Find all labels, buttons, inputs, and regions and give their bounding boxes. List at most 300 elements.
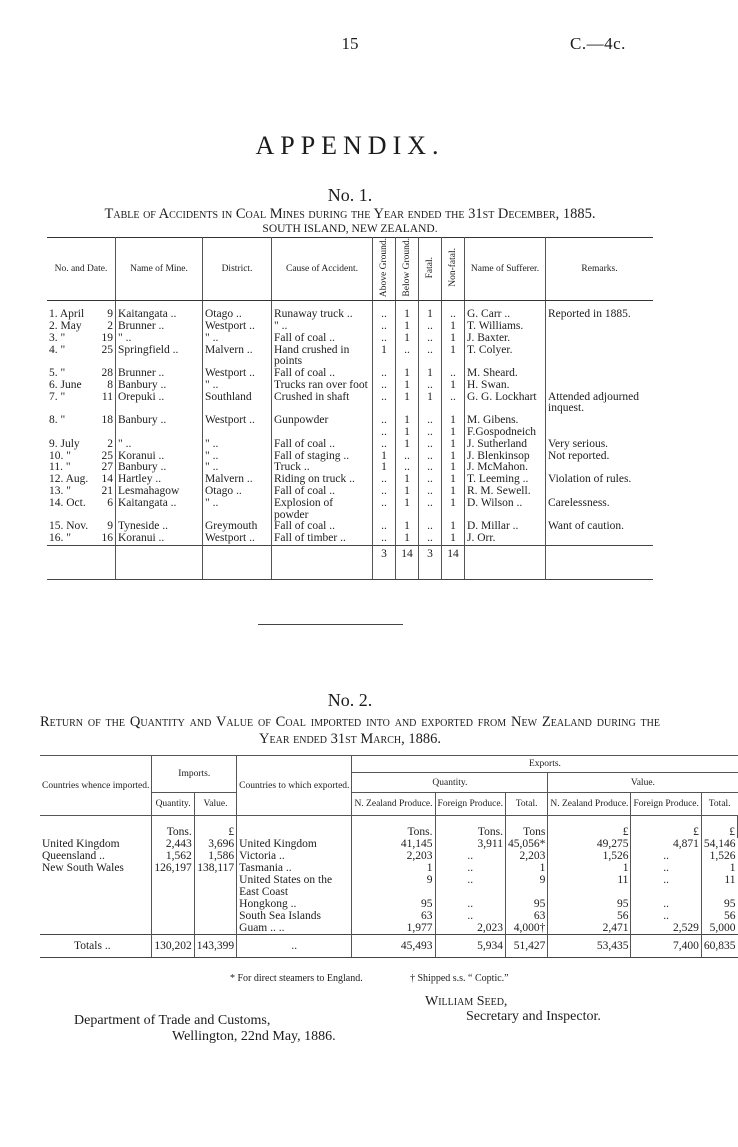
accident-mine: Brunner .. xyxy=(116,368,203,380)
accident-nonfatal: 1 xyxy=(442,345,465,369)
coal-trade-table xyxy=(40,755,738,958)
trade-row xyxy=(40,898,738,910)
accident-remarks xyxy=(546,345,654,369)
accident-cause: " .. xyxy=(272,321,373,333)
export-country: United Kingdom xyxy=(237,838,352,850)
accident-district: Westport .. xyxy=(203,415,272,427)
accident-cause: Fall of coal .. xyxy=(272,521,373,533)
import-country xyxy=(40,874,152,898)
appendix-title: APPENDIX. xyxy=(255,131,445,160)
accident-remarks: Reported in 1885. xyxy=(548,308,631,321)
accident-mine: Banbury .. xyxy=(116,462,203,474)
accident-no: 4. " xyxy=(49,343,66,356)
export-nzq: 63 xyxy=(352,910,435,922)
export-nzv: 11 xyxy=(548,874,631,898)
trade-row xyxy=(40,922,738,935)
accident-fatal: .. xyxy=(419,451,442,463)
export-tq: 45,056* xyxy=(505,838,547,850)
import-value: 3,696 xyxy=(194,838,236,850)
accident-district: Otago .. xyxy=(203,486,272,498)
import-value xyxy=(194,874,236,898)
import-country xyxy=(40,922,152,935)
export-nzv: 49,275 xyxy=(548,838,631,850)
accident-district: Westport .. xyxy=(203,368,272,380)
accident-nonfatal: 1 xyxy=(442,427,465,439)
trade-row xyxy=(40,838,738,850)
accident-remarks: Want of caution. xyxy=(548,520,625,533)
accident-mine: " .. xyxy=(116,439,203,451)
export-nzq: 2,203 xyxy=(352,850,435,862)
accident-no: 7. " xyxy=(49,390,66,403)
section2-caption-text: Return of the Quantity and Value of Coal imported into and exported from New Zealand during the Year ended 31st March, 1886. xyxy=(40,714,660,747)
col-foreign-val: Foreign Produce. xyxy=(631,793,701,816)
accident-below: 1 xyxy=(396,521,419,533)
export-country: South Sea Islands xyxy=(237,910,352,922)
export-tv: 54,146 xyxy=(703,838,736,850)
page-number: 15 xyxy=(341,34,359,53)
accident-nonfatal: 1 xyxy=(442,486,465,498)
export-fv: 2,529 xyxy=(631,922,701,935)
accident-sufferer: F.Gospodneich xyxy=(465,427,546,439)
accident-mine: Tyneside .. xyxy=(116,521,203,533)
accident-mine: Koranui .. xyxy=(116,451,203,463)
col-nz-val: N. Zealand Produce. xyxy=(548,793,631,816)
accident-sufferer: M. Gibens. xyxy=(465,415,546,427)
accident-district: Westport .. xyxy=(203,321,272,333)
accident-row xyxy=(47,345,653,369)
unit-tot_val: £ xyxy=(701,816,737,839)
section1-number: No. 1. xyxy=(327,185,373,205)
export-fq: .. xyxy=(435,862,505,874)
accident-nonfatal: 1 xyxy=(442,462,465,474)
accident-cause: Fall of coal .. xyxy=(272,333,373,345)
accident-day: 14 xyxy=(101,473,113,486)
col-district: District. xyxy=(203,238,272,301)
accident-district: " .. xyxy=(203,462,272,474)
signatory-name: William Seed, xyxy=(425,994,508,1009)
accident-above: .. xyxy=(373,333,396,345)
accident-below: .. xyxy=(396,462,419,474)
accident-sufferer: J. McMahon. xyxy=(465,462,546,474)
export-fv: 4,871 xyxy=(631,838,701,850)
accident-no: 14. Oct. xyxy=(49,496,86,509)
export-fv: .. xyxy=(631,898,701,910)
accident-cause: Fall of coal .. xyxy=(272,486,373,498)
accident-cause: Riding on truck .. xyxy=(272,474,373,486)
accident-no: 5. " xyxy=(49,367,66,380)
col-imp-value: Value. xyxy=(194,793,236,816)
accident-below: 1 xyxy=(396,498,419,522)
accident-above: .. xyxy=(373,474,396,486)
accident-district: " .. xyxy=(203,333,272,345)
accident-remarks: Not reported. xyxy=(548,449,610,462)
unit-tot_qty: Tons xyxy=(505,816,547,839)
unit-imp-qty: Tons. xyxy=(152,816,194,839)
footnote-coptic: † Shipped s.s. “ Coptic.” xyxy=(410,973,509,984)
accident-above: 1 xyxy=(373,462,396,474)
accident-district: Otago .. xyxy=(203,309,272,321)
section1-caption: Table of Accidents in Coal Mines during the Year ended the 31st December, 1885. xyxy=(104,206,596,222)
accident-sufferer: J. Orr. xyxy=(465,533,546,545)
export-fv: .. xyxy=(631,910,701,922)
accident-nonfatal: 1 xyxy=(442,333,465,345)
col-countries-whence: Countries whence imported. xyxy=(40,756,152,816)
col-exp-quantity: Quantity. xyxy=(352,773,548,793)
accident-remarks: Violation of rules. xyxy=(548,473,632,486)
col-countries-to: Countries to which exported. xyxy=(237,756,352,816)
accident-above: 1 xyxy=(373,451,396,463)
accident-nonfatal: .. xyxy=(442,392,465,416)
accident-district: Malvern .. xyxy=(203,345,272,369)
export-fv: .. xyxy=(631,874,701,898)
accident-below: 1 xyxy=(396,368,419,380)
accident-fatal: 1 xyxy=(419,368,442,380)
accident-fatal: .. xyxy=(419,462,442,474)
accidents-table xyxy=(47,237,653,580)
total-below: 14 xyxy=(396,546,419,561)
import-quantity xyxy=(152,874,194,898)
accident-nonfatal: .. xyxy=(442,368,465,380)
accident-row xyxy=(47,415,653,427)
accident-below: 1 xyxy=(396,427,419,439)
export-country: Victoria .. xyxy=(237,850,352,862)
accident-row xyxy=(47,439,653,451)
export-fq: .. xyxy=(435,898,505,910)
accident-day: 16 xyxy=(101,532,113,545)
import-country: Queensland .. xyxy=(40,850,152,862)
accident-nonfatal: 1 xyxy=(442,439,465,451)
import-quantity: 1,562 xyxy=(152,850,194,862)
accident-nonfatal: 1 xyxy=(442,380,465,392)
units-row xyxy=(40,816,738,839)
accident-mine: Koranui .. xyxy=(116,533,203,545)
export-tq: 1 xyxy=(505,862,547,874)
accident-mine: Banbury .. xyxy=(116,415,203,427)
export-country: United States on the East Coast xyxy=(237,874,352,898)
import-value: 138,117 xyxy=(194,862,236,874)
accident-remarks: Very serious. xyxy=(548,437,609,450)
accident-day: 2 xyxy=(107,319,113,332)
export-nzq: 1 xyxy=(352,862,435,874)
unit-for_val: £ xyxy=(631,816,701,839)
total-nonfatal: 14 xyxy=(442,546,465,561)
accident-sufferer: T. Colyer. xyxy=(465,345,546,369)
export-nzv: 56 xyxy=(548,910,631,922)
import-country xyxy=(40,910,152,922)
accident-above: .. xyxy=(373,309,396,321)
accident-mine: Orepuki .. xyxy=(116,392,203,416)
accident-sufferer: G. Carr .. xyxy=(465,309,546,321)
export-nzv: 95 xyxy=(548,898,631,910)
import-country: United Kingdom xyxy=(40,838,152,850)
col-nonfatal: Non-fatal. xyxy=(448,248,458,287)
section1-subtitle: SOUTH ISLAND, NEW ZEALAND. xyxy=(262,223,438,235)
accident-mine: Brunner .. xyxy=(116,321,203,333)
accident-sufferer: J. Baxter. xyxy=(465,333,546,345)
accident-cause: Fall of coal .. xyxy=(272,439,373,451)
col-imports: Imports. xyxy=(152,756,237,793)
accident-sufferer: D. Millar .. xyxy=(465,521,546,533)
import-country: New South Wales xyxy=(40,862,152,874)
export-tv: 56 xyxy=(724,910,736,922)
accident-day: 21 xyxy=(101,485,113,498)
accident-row xyxy=(47,321,653,333)
accident-above: .. xyxy=(373,321,396,333)
accident-nonfatal: 1 xyxy=(442,474,465,486)
accident-fatal: .. xyxy=(419,415,442,427)
export-fv: .. xyxy=(631,862,701,874)
accident-cause: Fall of staging .. xyxy=(272,451,373,463)
accident-remarks xyxy=(546,321,654,333)
accident-no: 1. April xyxy=(49,308,85,321)
accident-fatal: .. xyxy=(419,498,442,522)
accident-no: 2. May xyxy=(49,319,82,332)
accident-mine: Banbury .. xyxy=(116,380,203,392)
import-quantity: 2,443 xyxy=(152,838,194,850)
export-nzv: 1,526 xyxy=(548,850,631,862)
accident-above: .. xyxy=(373,380,396,392)
accident-totals-row xyxy=(47,546,653,561)
accident-district: " .. xyxy=(203,498,272,522)
export-tq: 4,000† xyxy=(505,922,547,935)
accident-below: .. xyxy=(396,345,419,369)
accident-day: 25 xyxy=(101,343,113,356)
accident-day: 2 xyxy=(107,437,113,450)
import-quantity: 126,197 xyxy=(152,862,194,874)
accident-fatal: .. xyxy=(419,427,442,439)
trade-row xyxy=(40,862,738,874)
accident-above: .. xyxy=(373,415,396,427)
accident-nonfatal: 1 xyxy=(442,321,465,333)
accident-fatal: .. xyxy=(419,333,442,345)
trade-row xyxy=(40,874,738,898)
accident-above: .. xyxy=(373,427,396,439)
export-nzv: 1 xyxy=(548,862,631,874)
accident-mine: " .. xyxy=(116,333,203,345)
document-reference: C.—4c. xyxy=(570,34,626,53)
accident-above: .. xyxy=(373,486,396,498)
total-fq: 5,934 xyxy=(435,935,505,958)
accident-cause: Crushed in shaft xyxy=(272,392,373,416)
accident-remarks xyxy=(546,380,654,392)
accident-cause: Runaway truck .. xyxy=(272,309,373,321)
trade-row xyxy=(40,910,738,922)
import-value xyxy=(194,910,236,922)
accident-no: 12. Aug. xyxy=(49,473,89,486)
export-fq: .. xyxy=(435,910,505,922)
total-nzq: 45,493 xyxy=(352,935,435,958)
import-quantity xyxy=(152,910,194,922)
accident-below: 1 xyxy=(396,333,419,345)
section2-caption xyxy=(40,714,660,748)
total-fv: 7,400 xyxy=(631,935,701,958)
section-divider xyxy=(258,624,403,625)
export-fv: .. xyxy=(631,850,701,862)
accident-day: 19 xyxy=(101,331,113,344)
accident-day: 11 xyxy=(101,390,113,403)
accident-district: Greymouth xyxy=(203,521,272,533)
accident-remarks: Carelessness. xyxy=(548,496,610,509)
accident-day: 8 xyxy=(107,378,113,391)
accident-row xyxy=(47,392,653,416)
col-total-qty: Total. xyxy=(505,793,547,816)
accident-above: .. xyxy=(373,392,396,416)
accident-no: 8. " xyxy=(49,414,66,427)
accident-cause: Fall of timber .. xyxy=(272,533,373,545)
accident-sufferer: T. Williams. xyxy=(465,321,546,333)
accident-nonfatal: 1 xyxy=(442,521,465,533)
accident-below: 1 xyxy=(396,439,419,451)
accident-row xyxy=(47,380,653,392)
accident-day: 25 xyxy=(101,449,113,462)
total-fatal: 3 xyxy=(419,546,442,561)
accident-fatal: .. xyxy=(419,321,442,333)
col-exp-value: Value. xyxy=(548,773,738,793)
accident-no: 11. " xyxy=(49,461,71,474)
export-fq: .. xyxy=(435,874,505,898)
accident-below: 1 xyxy=(396,321,419,333)
accident-cause: Hand crushed in points xyxy=(272,345,373,369)
col-above: Above Ground. xyxy=(379,238,389,298)
accident-sufferer: J. Blenkinsop xyxy=(465,451,546,463)
export-fq: .. xyxy=(435,850,505,862)
accident-mine: Springfield .. xyxy=(116,345,203,369)
import-value xyxy=(194,922,236,935)
accident-sufferer: G. G. Lockhart xyxy=(465,392,546,416)
col-cause: Cause of Accident. xyxy=(272,238,373,301)
accident-district: " .. xyxy=(203,439,272,451)
export-tv: 5,000 xyxy=(709,922,736,934)
accident-below: 1 xyxy=(396,533,419,545)
accident-above: .. xyxy=(373,439,396,451)
accident-day: 6 xyxy=(107,496,113,509)
accident-day: 27 xyxy=(101,461,113,474)
col-remarks: Remarks. xyxy=(546,238,654,301)
export-tv: 11 xyxy=(724,874,736,886)
accident-below: 1 xyxy=(396,380,419,392)
col-nz-qty: N. Zealand Produce. xyxy=(352,793,435,816)
accident-no: 13. " xyxy=(49,485,71,498)
accident-below: 1 xyxy=(396,474,419,486)
accident-nonfatal: .. xyxy=(442,309,465,321)
accident-no: 10. " xyxy=(49,449,71,462)
export-fq: 2,023 xyxy=(435,922,505,935)
col-total-val: Total. xyxy=(701,793,737,816)
accident-fatal: .. xyxy=(419,533,442,545)
export-tv: 95 xyxy=(724,898,736,910)
accident-mine: Kaitangata .. xyxy=(116,498,203,522)
accident-remarks xyxy=(546,415,654,427)
accident-remarks xyxy=(546,333,654,345)
export-tv: 1 xyxy=(729,862,736,874)
export-tq: 9 xyxy=(505,874,547,898)
accident-fatal: .. xyxy=(419,345,442,369)
export-country: Hongkong .. xyxy=(237,898,352,910)
accident-below: .. xyxy=(396,451,419,463)
col-mine: Name of Mine. xyxy=(116,238,203,301)
export-country: Guam .. .. xyxy=(237,922,352,935)
accident-sufferer: J. Sutherland xyxy=(465,439,546,451)
accident-mine: Kaitangata .. xyxy=(116,309,203,321)
accident-cause: Trucks ran over foot xyxy=(272,380,373,392)
accident-above: .. xyxy=(373,368,396,380)
accident-district: Southland xyxy=(203,392,272,416)
total-tv: 60,835 xyxy=(701,935,737,958)
accident-cause: Explosion of powder xyxy=(272,498,373,522)
accident-no: 15. Nov. xyxy=(49,520,89,533)
unit-imp-val: £ xyxy=(194,816,236,839)
accident-fatal: .. xyxy=(419,439,442,451)
unit-nz_qty: Tons. xyxy=(352,816,435,839)
accident-sufferer: M. Sheard. xyxy=(465,368,546,380)
export-tq: 2,203 xyxy=(505,850,547,862)
accident-above: .. xyxy=(373,498,396,522)
accident-below: 1 xyxy=(396,309,419,321)
accident-above: 1 xyxy=(373,345,396,369)
accident-fatal: .. xyxy=(419,521,442,533)
total-imp-val: 143,399 xyxy=(194,935,236,958)
import-value xyxy=(194,898,236,910)
export-nzq: 9 xyxy=(352,874,435,898)
col-sufferer: Name of Sufferer. xyxy=(465,238,546,301)
export-nzv: 2,471 xyxy=(548,922,631,935)
export-tv: 1,526 xyxy=(709,850,736,862)
accident-no: 9. July xyxy=(49,437,80,450)
col-exports: Exports. xyxy=(352,756,738,773)
total-imp-qty: 130,202 xyxy=(152,935,194,958)
col-imp-quantity: Quantity. xyxy=(152,793,194,816)
col-below: Below Ground. xyxy=(402,238,412,297)
export-fq: 3,911 xyxy=(435,838,505,850)
export-country: Tasmania .. xyxy=(237,862,352,874)
accident-mine: Hartley .. xyxy=(116,474,203,486)
total-above: 3 xyxy=(373,546,396,561)
col-foreign-qty: Foreign Produce. xyxy=(435,793,505,816)
col-fatal: Fatal. xyxy=(425,256,435,279)
accident-fatal: .. xyxy=(419,474,442,486)
accident-no: 6. June xyxy=(49,378,82,391)
accident-nonfatal: 1 xyxy=(442,498,465,522)
accident-district: " .. xyxy=(203,380,272,392)
accident-mine: Lesmahagow xyxy=(116,486,203,498)
import-quantity xyxy=(152,898,194,910)
department: Department of Trade and Customs, xyxy=(74,1013,271,1028)
import-country xyxy=(40,898,152,910)
place-date: Wellington, 22nd May, 1886. xyxy=(172,1029,336,1044)
accident-fatal: .. xyxy=(419,380,442,392)
accident-fatal: 1 xyxy=(419,309,442,321)
accident-sufferer: D. Wilson .. xyxy=(465,498,546,522)
accident-row xyxy=(47,498,653,522)
accident-above: .. xyxy=(373,521,396,533)
accident-row xyxy=(47,333,653,345)
accident-below: 1 xyxy=(396,415,419,427)
accident-below: 1 xyxy=(396,486,419,498)
total-exp-country: .. xyxy=(237,935,352,958)
accident-district: Westport .. xyxy=(203,533,272,545)
accident-district: Malvern .. xyxy=(203,474,272,486)
export-tq: 95 xyxy=(505,898,547,910)
accident-district: " .. xyxy=(203,451,272,463)
trade-row xyxy=(40,850,738,862)
total-nzv: 53,435 xyxy=(548,935,631,958)
accident-sufferer: H. Swan. xyxy=(465,380,546,392)
accident-cause: Truck .. xyxy=(272,462,373,474)
export-nzq: 1,977 xyxy=(352,922,435,935)
accident-cause: Fall of coal .. xyxy=(272,368,373,380)
trade-totals-row xyxy=(40,935,738,958)
accident-above: .. xyxy=(373,533,396,545)
